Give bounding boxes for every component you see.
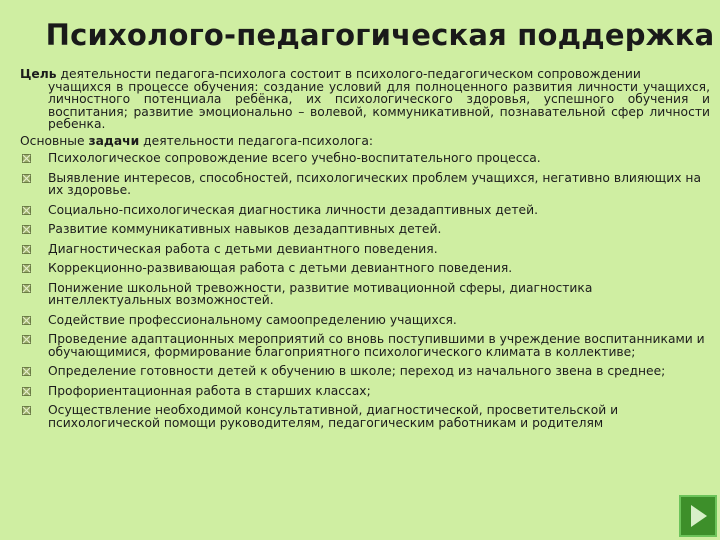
slide-content: [20, 68, 710, 436]
task-text: Проведение адаптационных мероприятий со вновь поступившими в учреждение воспитанниками и обучающимися, формирование благоприятного психологического климата в коллективе;: [48, 332, 705, 359]
task-item: [20, 404, 710, 429]
task-item: [20, 204, 710, 217]
tasks-intro-bold: задачи: [88, 133, 140, 148]
bullet-icon: [22, 264, 31, 273]
task-item: [20, 314, 710, 327]
tasks-intro-before: Основные: [20, 133, 89, 148]
bullet-icon: [22, 284, 31, 293]
tasks-intro-after: деятельности педагога-психолога:: [139, 133, 373, 148]
goal-label: Цель: [20, 67, 57, 81]
next-slide-button[interactable]: [679, 495, 717, 537]
slide-title: Психолого-педагогическая поддержка: [45, 18, 715, 52]
bullet-icon: [22, 387, 31, 396]
bullet-icon: [22, 367, 31, 376]
task-text: Понижение школьной тревожности, развитие мотивационной сферы, диагностика интеллектуальных возможностей.: [48, 280, 593, 307]
task-item: [20, 365, 710, 378]
bullet-icon: [22, 316, 31, 325]
goal-paragraph: [20, 68, 710, 131]
bullet-icon: [22, 245, 31, 254]
task-text: Психологическое сопровождение всего учебно-воспитательного процесса.: [48, 151, 541, 165]
next-arrow-icon: [681, 497, 715, 535]
bullet-icon: [22, 174, 31, 183]
task-text: Осуществление необходимой консультативной, диагностической, просветительской и психологической помощи руководителям, педагогическим работникам и родителям: [48, 403, 619, 430]
goal-text: учащихся в процессе обучения: создание условий для полноценного развития личности учащихся, личностного потенциала ребёнка, их психологического здоровья, успешного обучения и воспитания; развитие эмоционально – волевой, коммуникативной, познавательной сфер личности ребенка.: [48, 79, 710, 131]
bullet-icon: [22, 154, 31, 163]
task-text: Развитие коммуникативных навыков дезадаптивных детей.: [48, 222, 442, 236]
bullet-icon: [22, 406, 31, 415]
task-item: [20, 282, 710, 307]
task-text: Социально-психологическая диагностика личности дезадаптивных детей.: [48, 202, 539, 217]
task-item: [20, 333, 710, 358]
task-text: Коррекционно-развивающая работа с детьми девиантного поведения.: [48, 261, 513, 275]
task-item: [20, 243, 710, 256]
task-text: Определение готовности детей к обучению в школе; переход из начального звена в среднее;: [48, 364, 666, 378]
task-item: [20, 385, 710, 398]
task-item: [20, 223, 710, 236]
task-item: [20, 172, 710, 197]
goal-first-line: деятельности педагога-психолога состоит в психолого-педагогическом сопровождении: [56, 67, 641, 81]
task-text: Профориентационная работа в старших классах;: [48, 383, 371, 398]
bullet-icon: [22, 206, 31, 215]
task-item: [20, 152, 710, 165]
bullet-icon: [22, 225, 31, 234]
tasks-list: [20, 152, 710, 429]
task-text: Диагностическая работа с детьми девиантного поведения.: [48, 241, 438, 256]
task-text: Содействие профессиональному самоопределению учащихся.: [48, 312, 457, 327]
task-text: Выявление интересов, способностей, психологических проблем учащихся, негативно влияющих на их здоровье.: [48, 170, 702, 197]
bullet-icon: [22, 335, 31, 344]
tasks-intro: [20, 135, 710, 148]
task-item: [20, 262, 710, 275]
